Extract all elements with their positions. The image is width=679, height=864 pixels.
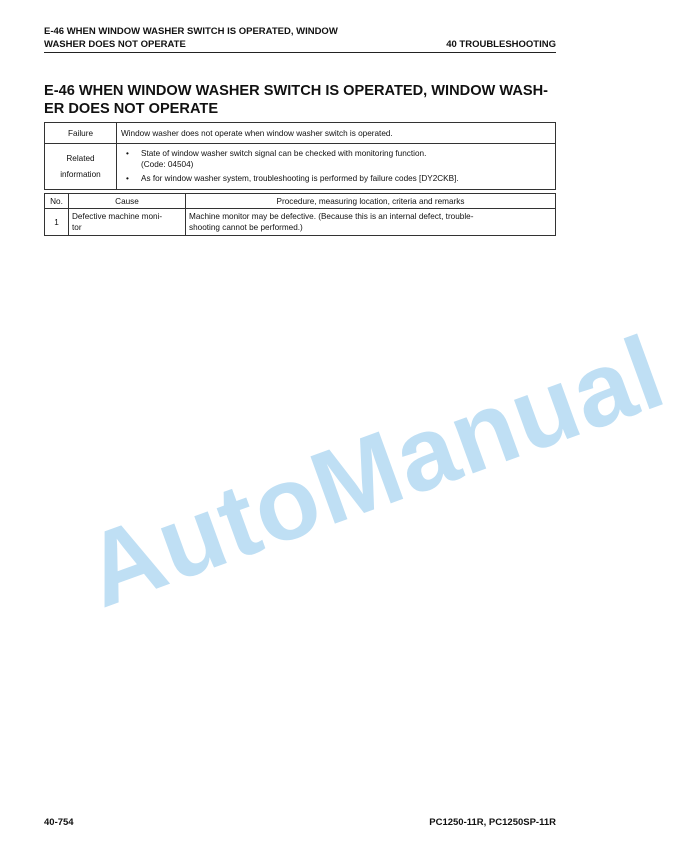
failure-row — [45, 123, 556, 144]
bullet-marker: • — [126, 149, 129, 158]
procedure-text — [186, 209, 556, 236]
header-title-line-1: E-46 WHEN WINDOW WASHER SWITCH IS OPERATED, WINDOW — [44, 26, 338, 37]
related-info-list — [121, 148, 551, 184]
cause-table — [44, 193, 556, 236]
table-row — [45, 209, 556, 236]
bullet-text-line: As for window washer system, troubleshooting is performed by failure codes [DY2CKB]. — [141, 174, 459, 183]
column-header-cause: Cause — [69, 194, 186, 209]
related-info-item — [121, 148, 551, 170]
title-line-1: E-46 WHEN WINDOW WASHER SWITCH IS OPERATED, WINDOW WASH- — [44, 83, 549, 99]
bullet-text-line: (Code: 04504) — [141, 160, 194, 169]
bullet-marker: • — [126, 174, 129, 183]
model-number: PC1250-11R, PC1250SP-11R — [429, 817, 556, 828]
header-section-title — [44, 26, 384, 51]
failure-label: Failure — [45, 123, 117, 144]
cause-text — [69, 209, 186, 236]
column-header-procedure: Procedure, measuring location, criteria and remarks — [186, 194, 556, 209]
procedure-text-line: Machine monitor may be defective. (Because this is an internal defect, trouble- — [189, 212, 474, 221]
related-info-row — [45, 144, 556, 190]
page-number: 40-754 — [44, 817, 74, 828]
cause-text-line: tor — [72, 223, 82, 232]
related-label-line-1: Related — [66, 153, 95, 163]
watermark: AutoManual — [70, 313, 679, 630]
related-label-line-2: information — [60, 169, 101, 179]
column-header-no: No. — [45, 194, 69, 209]
cause-number: 1 — [45, 209, 69, 236]
related-info-label — [45, 144, 117, 190]
failure-info-table — [44, 122, 556, 190]
cause-table-header-row — [45, 194, 556, 209]
procedure-text-line: shooting cannot be performed.) — [189, 223, 303, 232]
page-header — [44, 24, 556, 53]
failure-text: Window washer does not operate when window washer switch is operated. — [117, 123, 556, 144]
page-title — [44, 82, 556, 118]
cause-text-line: Defective machine moni- — [72, 212, 163, 221]
title-line-2: ER DOES NOT OPERATE — [44, 101, 219, 117]
header-chapter: 40 TROUBLESHOOTING — [446, 38, 556, 50]
bullet-text-line: State of window washer switch signal can be checked with monitoring function. — [141, 149, 427, 158]
header-title-line-2: WASHER DOES NOT OPERATE — [44, 38, 186, 50]
related-info-content — [117, 144, 556, 190]
related-info-item — [121, 173, 551, 184]
